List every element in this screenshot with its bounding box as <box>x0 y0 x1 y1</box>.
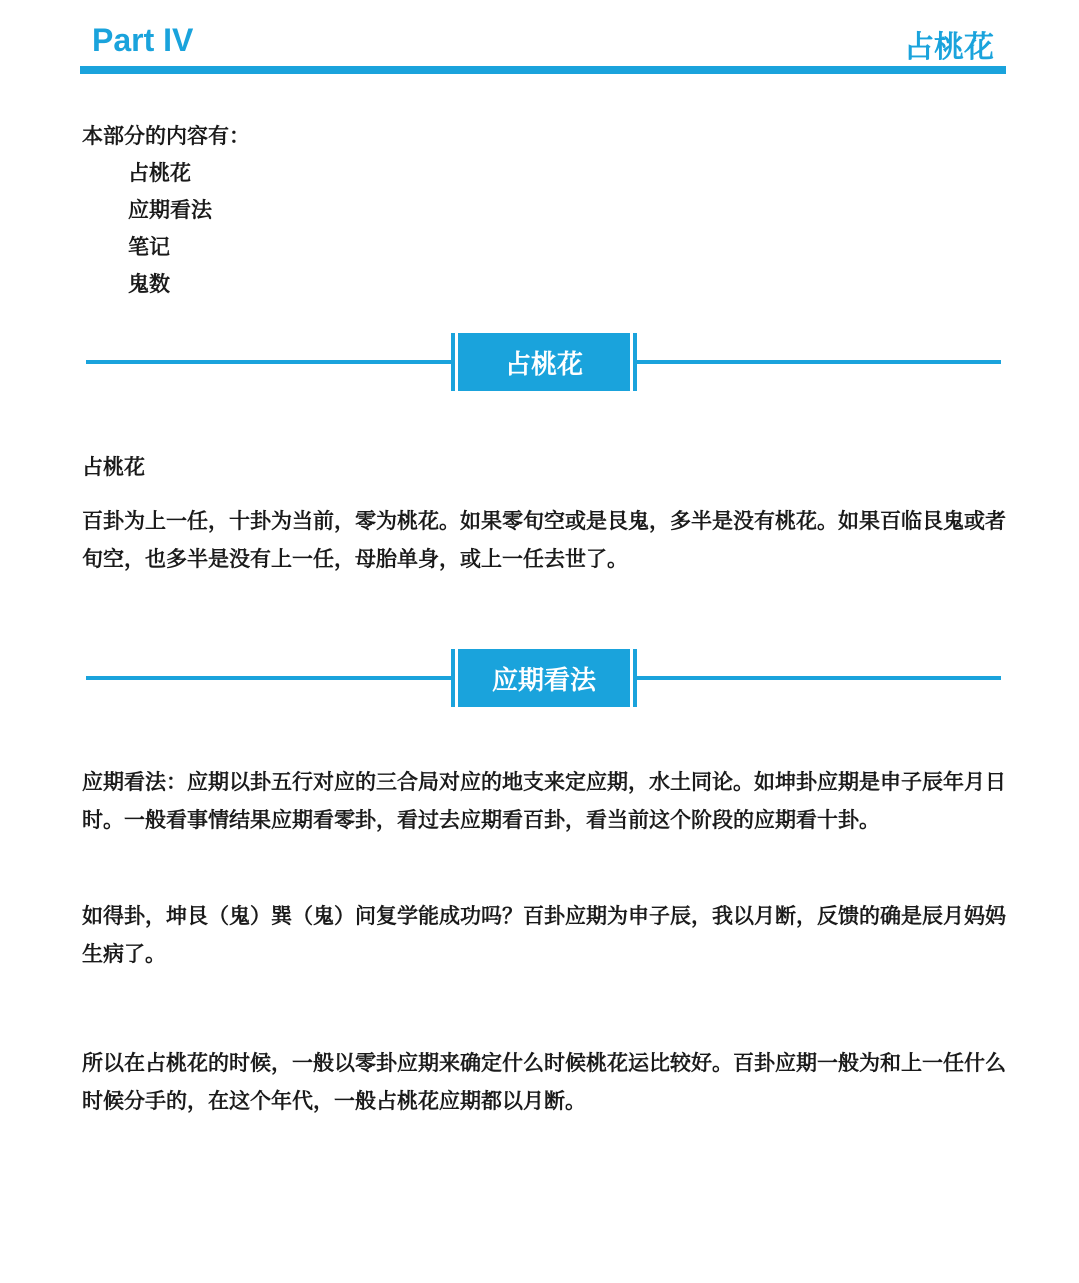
section-header-taohua <box>86 333 1001 393</box>
chapter-title: 占桃花 <box>904 30 994 65</box>
paragraph: 应期看法：应期以卦五行对应的三合局对应的地支来定应期，水土同论。如坤卦应期是申子辰年月日时。一般看事情结果应期看零卦，看过去应期看百卦，看当前这个阶段的应期看十卦。 <box>82 770 1006 832</box>
page-header <box>80 18 1006 76</box>
section-title: 占桃花 <box>451 333 637 391</box>
toc-item: 鬼数 <box>128 272 170 296</box>
paragraph: 所以在占桃花的时候，一般以零卦应期来确定什么时候桃花运比较好。百卦应期一般为和上一任什么时候分手的，在这个年代，一般占桃花应期都以月断。 <box>82 1051 1006 1113</box>
toc-item: 笔记 <box>128 235 170 259</box>
section-header-yingqi <box>86 649 1001 709</box>
part-label: Part IV <box>92 22 194 58</box>
section-title: 应期看法 <box>451 649 637 707</box>
toc-item: 占桃花 <box>128 161 191 185</box>
header-divider <box>80 66 1006 74</box>
section-subtitle: 占桃花 <box>82 455 145 479</box>
toc-item: 应期看法 <box>128 198 212 222</box>
toc-intro: 本部分的内容有： <box>82 124 250 148</box>
paragraph: 如得卦，坤艮（鬼）巽（鬼）问复学能成功吗？百卦应期为申子辰，我以月断，反馈的确是辰月妈妈生病了。 <box>82 904 1006 966</box>
table-of-contents <box>82 118 250 303</box>
paragraph: 百卦为上一任，十卦为当前，零为桃花。如果零旬空或是艮鬼，多半是没有桃花。如果百临艮鬼或者旬空，也多半是没有上一任，母胎单身，或上一任去世了。 <box>82 509 1006 571</box>
